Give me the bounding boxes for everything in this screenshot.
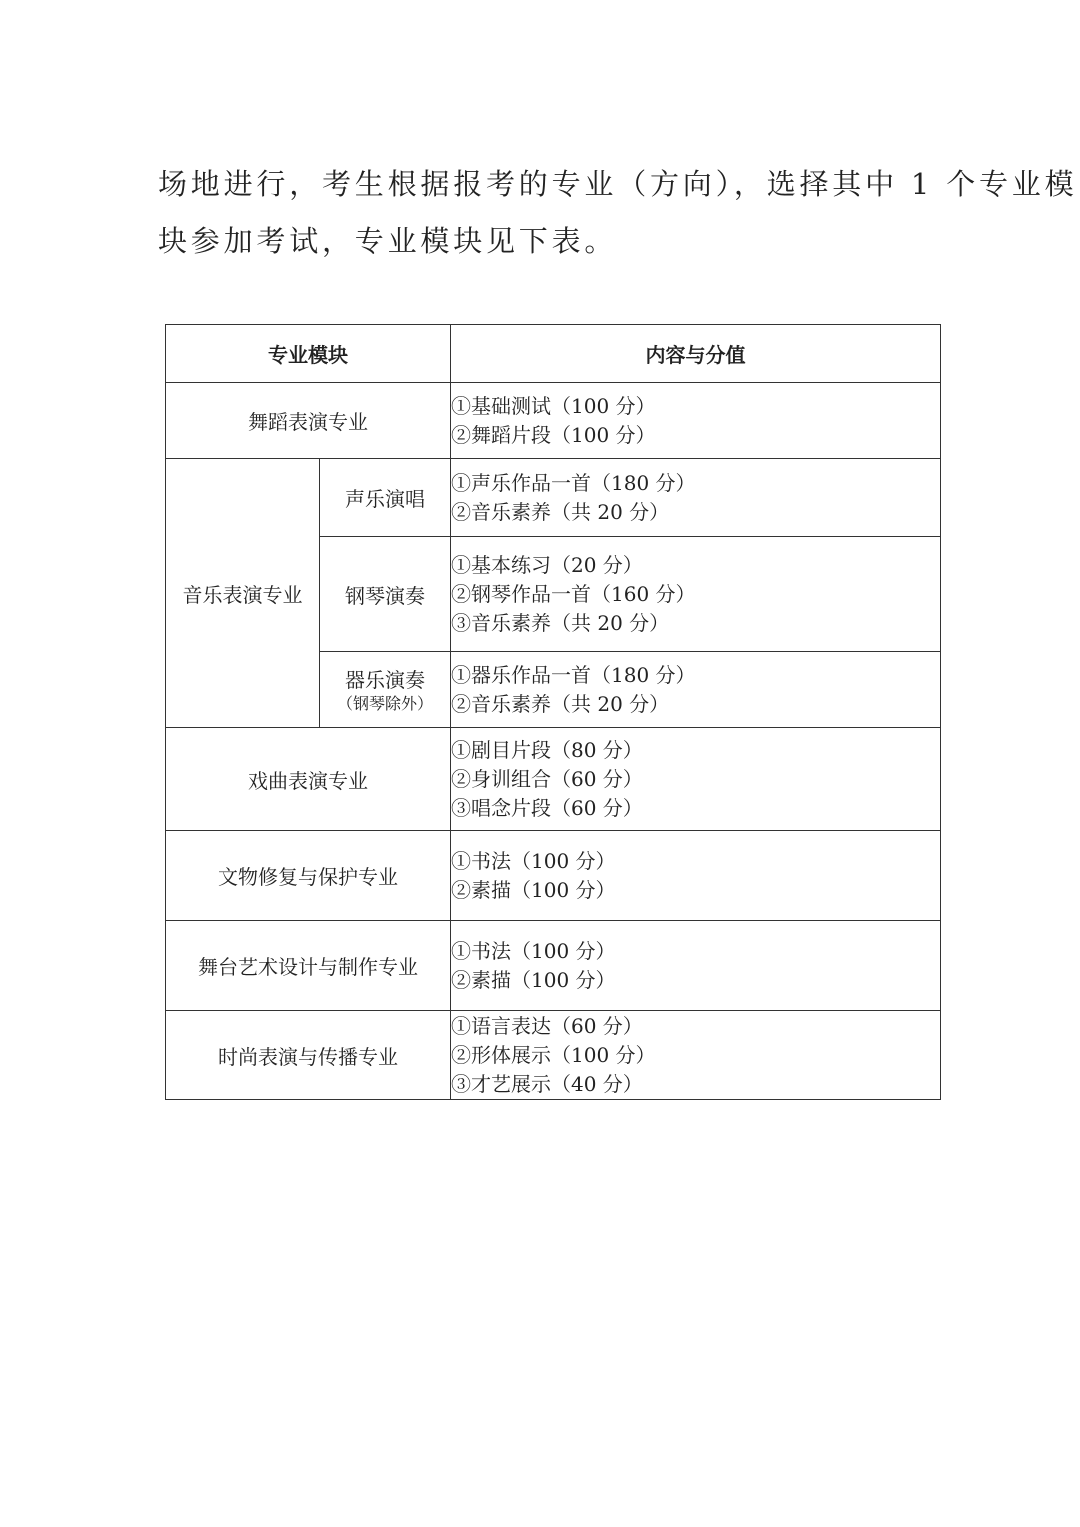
content-item: ②素描（100 分） — [451, 877, 616, 902]
table-row — [166, 459, 941, 537]
content-item: ②舞蹈片段（100 分） — [451, 422, 656, 447]
module-content — [451, 1011, 941, 1100]
intro-line-2: 块参加考试，专业模块见下表。 — [158, 224, 618, 258]
module-content — [451, 728, 941, 831]
content-item: ①书法（100 分） — [451, 938, 616, 963]
intro-paragraph — [158, 156, 1078, 270]
module-name: 文物修复与保护专业 — [166, 831, 451, 921]
table-row — [166, 831, 941, 921]
content-item: ②音乐素养（共 20 分） — [451, 691, 670, 716]
module-name: 舞蹈表演专业 — [166, 383, 451, 459]
content-item: ①剧目片段（80 分） — [451, 737, 643, 762]
table-header-row — [166, 325, 941, 383]
module-content — [451, 459, 941, 537]
content-item: ②钢琴作品一首（160 分） — [451, 581, 696, 606]
module-table — [165, 324, 941, 1100]
module-content — [451, 652, 941, 728]
submodule-name: 钢琴演奏 — [320, 537, 451, 652]
module-content — [451, 921, 941, 1011]
submodule-name: 器乐演奏 — [345, 668, 425, 692]
content-item: ③音乐素养（共 20 分） — [451, 610, 670, 635]
table-row — [166, 728, 941, 831]
content-item: ①书法（100 分） — [451, 848, 616, 873]
intro-line-1: 场地进行，考生根据报考的专业（方向），选择其中 1 个专业模 — [158, 167, 1078, 201]
content-item: ②素描（100 分） — [451, 967, 616, 992]
content-item: ②音乐素养（共 20 分） — [451, 499, 670, 524]
module-content — [451, 383, 941, 459]
content-item: ①器乐作品一首（180 分） — [451, 662, 696, 687]
submodule-note: （钢琴除外） — [336, 694, 433, 713]
content-item: ②身训组合（60 分） — [451, 766, 643, 791]
submodule-name: 声乐演唱 — [320, 459, 451, 537]
content-item: ①基础测试（100 分） — [451, 393, 656, 418]
header-content: 内容与分值 — [451, 325, 941, 383]
content-item: ①语言表达（60 分） — [451, 1013, 643, 1038]
table-row — [166, 383, 941, 459]
table-row — [166, 921, 941, 1011]
module-name: 时尚表演与传播专业 — [166, 1011, 451, 1100]
module-content — [451, 537, 941, 652]
table-row — [166, 1011, 941, 1100]
content-item: ③唱念片段（60 分） — [451, 795, 643, 820]
content-item: ①基本练习（20 分） — [451, 552, 643, 577]
submodule-cell — [320, 652, 451, 728]
module-content — [451, 831, 941, 921]
module-name: 音乐表演专业 — [166, 459, 320, 728]
module-name: 舞台艺术设计与制作专业 — [166, 921, 451, 1011]
module-name: 戏曲表演专业 — [166, 728, 451, 831]
content-item: ①声乐作品一首（180 分） — [451, 470, 696, 495]
content-item: ②形体展示（100 分） — [451, 1042, 656, 1067]
content-item: ③才艺展示（40 分） — [451, 1071, 643, 1096]
header-module: 专业模块 — [166, 325, 451, 383]
